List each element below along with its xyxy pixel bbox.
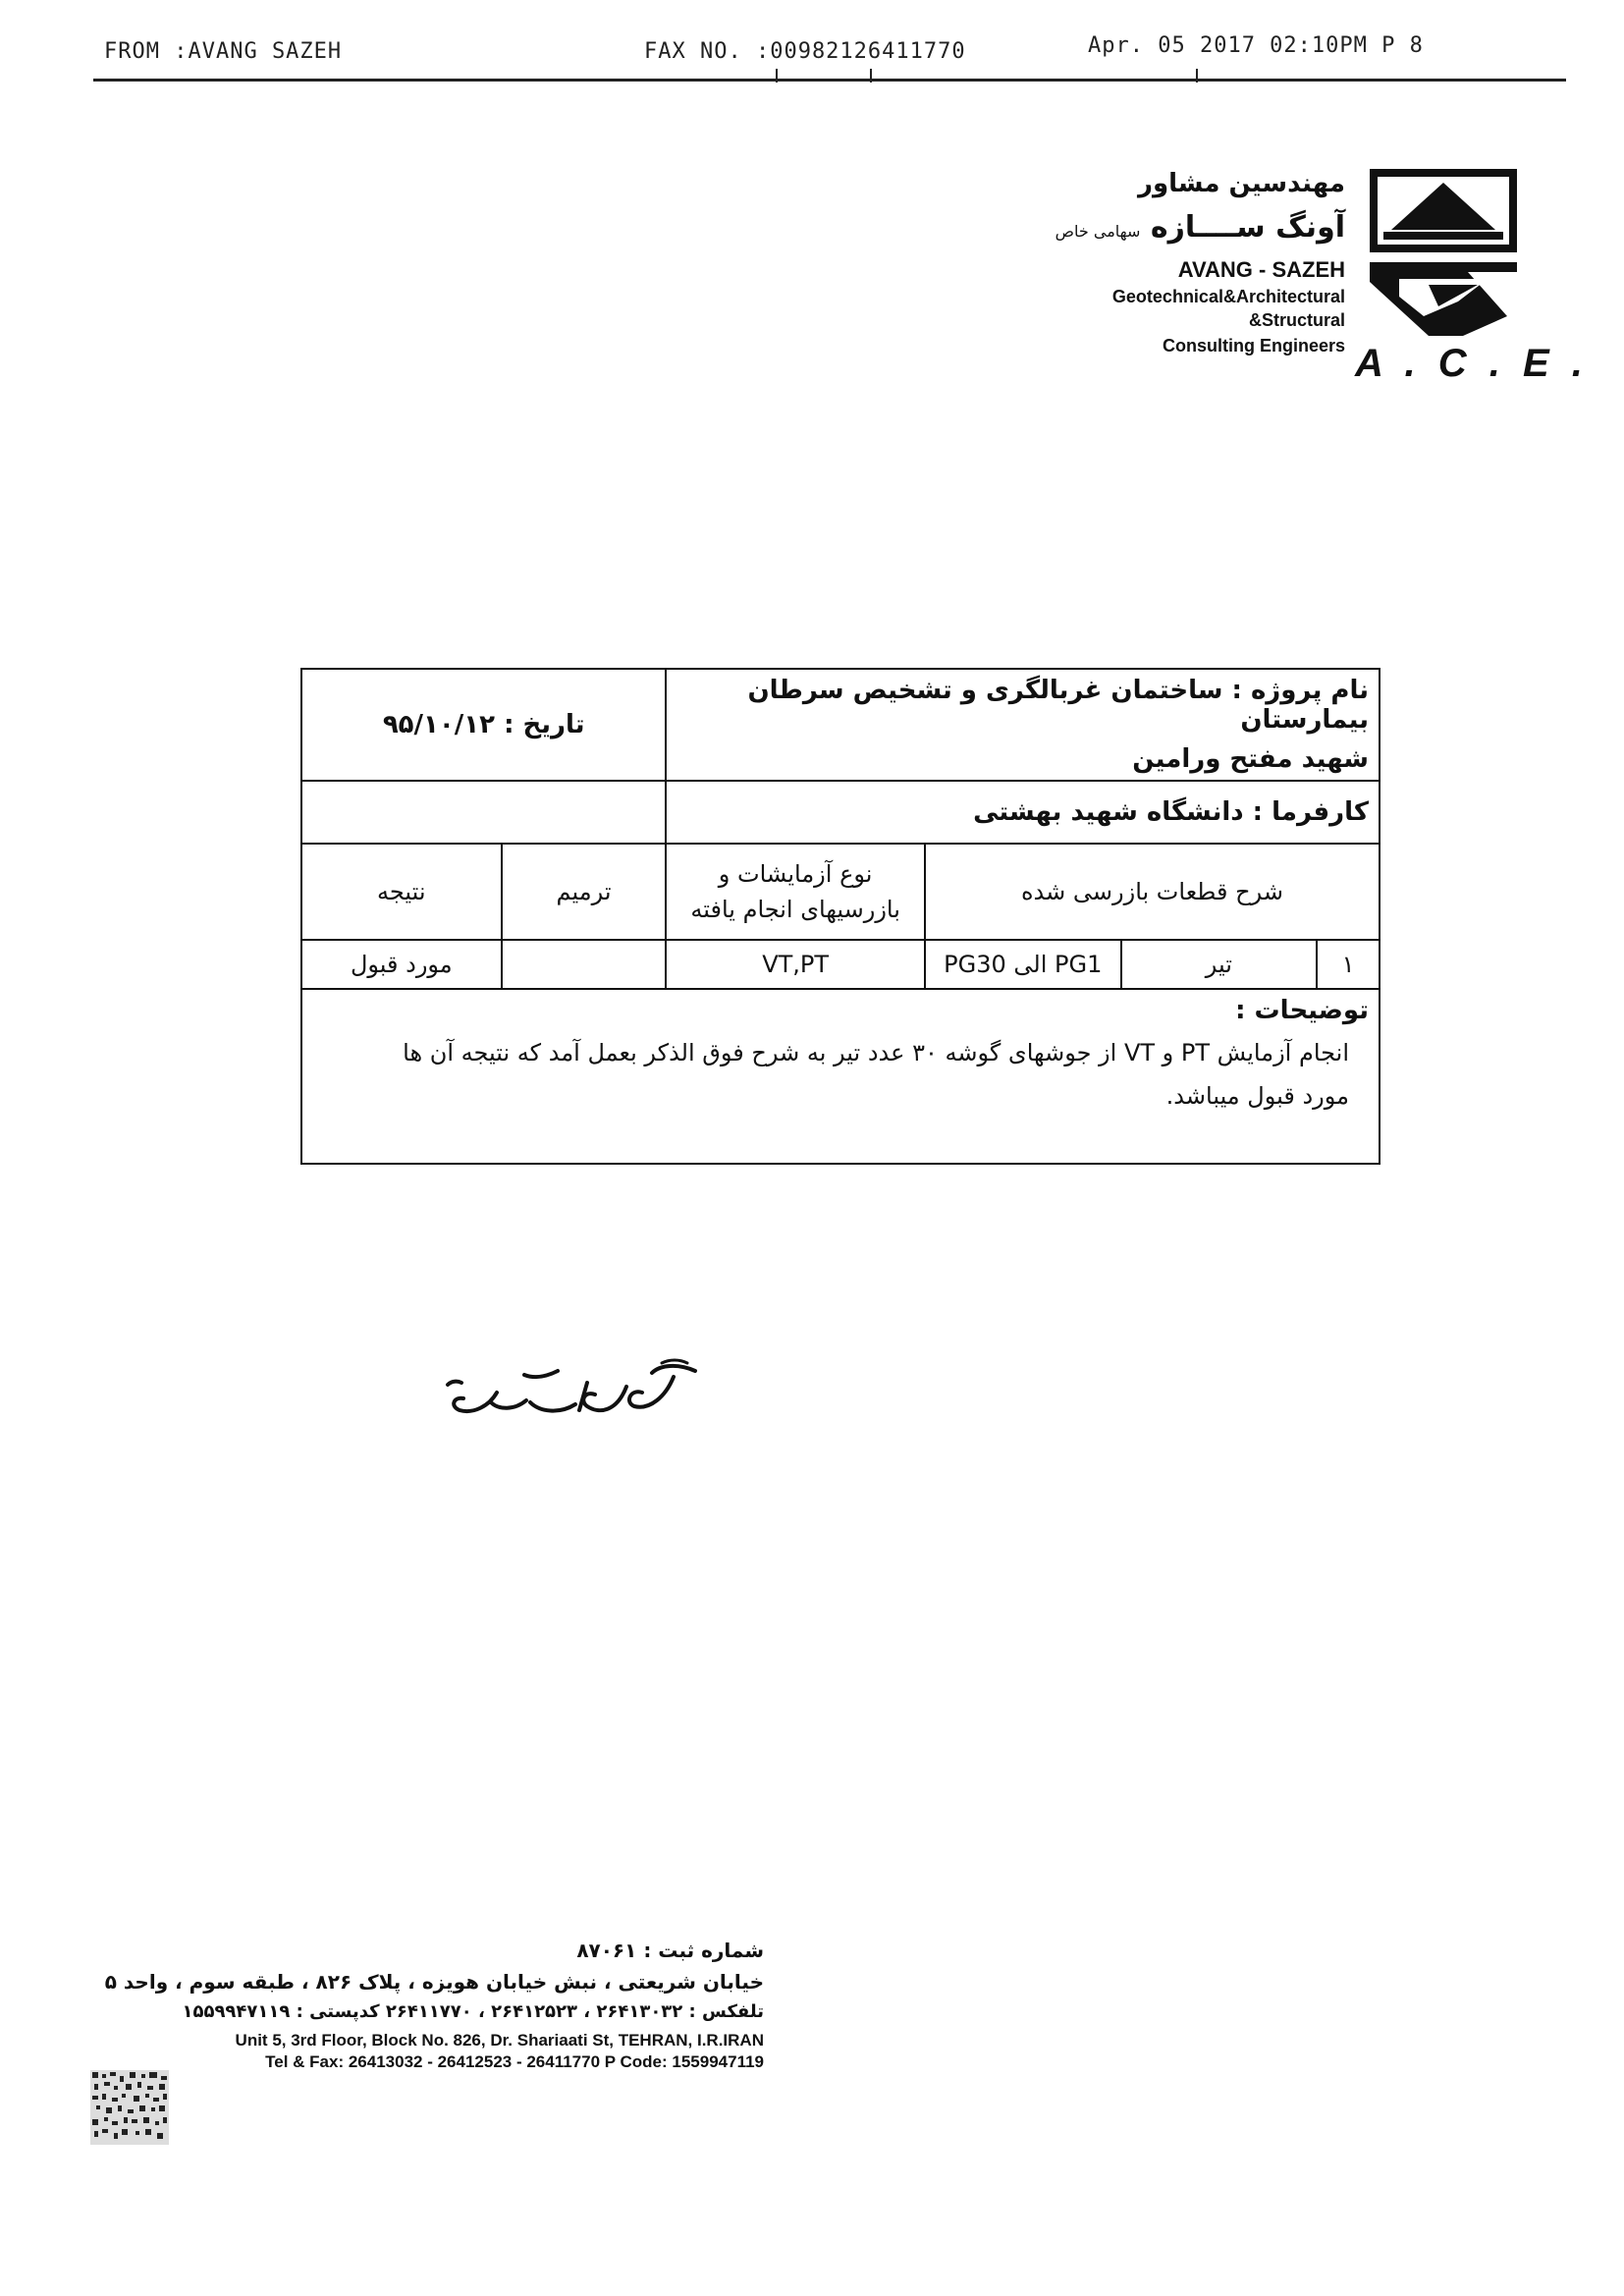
row-repair: [502, 940, 667, 989]
notes-row: [301, 989, 1380, 1164]
firm-abbreviation: A . C . E .: [1355, 342, 1589, 385]
header-row: [301, 844, 1380, 940]
firm-title-fa: مهندسین مشاور: [1138, 169, 1345, 198]
address-fa: خیابان شریعتی ، نبش خیابان هویزه ، پلاک ۸۲۶ ، طبقه سوم ، واحد ۵: [104, 1970, 764, 1994]
project-name-line1: نام پروژه : ساختمان غربالگری و تشخیص سرطان بیمارستان: [747, 676, 1369, 735]
empty-cell: [301, 781, 666, 844]
firm-type: سهامی خاص: [1055, 222, 1141, 241]
fax-datetime: Apr. 05 2017 02:10PM P 8: [1088, 33, 1424, 58]
row-index: ۱: [1317, 940, 1380, 989]
company-logo-icon: [1370, 169, 1527, 346]
header-test-type: [666, 844, 925, 940]
header-result: نتیجه: [301, 844, 502, 940]
qr-code-icon: [90, 2070, 169, 2145]
row-part: تیر: [1121, 940, 1318, 989]
project-name-cell: [666, 669, 1380, 781]
notes-cell: [301, 989, 1380, 1164]
fax-tick: [870, 69, 872, 82]
telfax-fa: تلفکس : ۲۶۴۱۳۰۳۲ ، ۲۶۴۱۲۵۲۳ ، ۲۶۴۱۱۷۷۰ کدپستی : ۱۵۵۹۹۴۷۱۱۹: [182, 2001, 764, 2022]
firm-name-main: آونگ ســــازه: [1150, 210, 1345, 245]
firm-specialty-1: Geotechnical&Architectural: [1111, 287, 1345, 306]
row-result: مورد قبول: [301, 940, 502, 989]
header-description: شرح قطعات بازرسی شده: [925, 844, 1380, 940]
telfax-en: Tel & Fax: 26413032 - 26412523 - 26411770 P Code: 1559947119: [265, 2052, 764, 2071]
fax-header-rule: [93, 79, 1566, 82]
table-row: [301, 940, 1380, 989]
client-cell: کارفرما : دانشگاه شهید بهشتی: [666, 781, 1380, 844]
header-test-type-line1: نوع آزمایشات و: [718, 860, 873, 888]
firm-specialty-3: Consulting Engineers: [1162, 336, 1345, 355]
notes-body: [302, 1025, 1379, 1125]
fax-tick: [776, 69, 778, 82]
header-repair: ترمیم: [502, 844, 667, 940]
fax-tick: [1196, 69, 1198, 82]
firm-name-fa: [1056, 210, 1345, 245]
notes-line-1: انجام آزمایش PT و VT از جوشهای گوشه ۳۰ عدد تیر به شرح فوق الذکر بعمل آمد که نتیجه آن ها: [403, 1039, 1349, 1066]
row-tests: VT,PT: [666, 940, 925, 989]
inspection-table: [300, 668, 1380, 1165]
fax-number: FAX NO. :00982126411770: [644, 39, 966, 64]
header-test-type-line2: بازرسیهای انجام یافته: [690, 896, 900, 923]
firm-name-en: AVANG - SAZEH: [1177, 257, 1345, 282]
project-name-line2: شهید مفتح ورامین: [1132, 744, 1369, 774]
client-row: [301, 781, 1380, 844]
row-range: PG1 الی PG30: [925, 940, 1121, 989]
project-row: [301, 669, 1380, 781]
firm-specialty-2: &Structural: [1248, 310, 1345, 330]
registration-number: شماره ثبت : ۸۷۰۶۱: [576, 1939, 764, 1962]
address-en: Unit 5, 3rd Floor, Block No. 826, Dr. Shariaati St, TEHRAN, I.R.IRAN: [235, 2031, 764, 2050]
handwritten-signature: [432, 1353, 717, 1432]
date-cell: تاریخ : ۹۵/۱۰/۱۲: [301, 669, 666, 781]
notes-title: توضیحات :: [1235, 996, 1369, 1025]
fax-from: FROM :AVANG SAZEH: [104, 39, 343, 64]
notes-line-2: مورد قبول میباشد.: [1165, 1082, 1349, 1110]
